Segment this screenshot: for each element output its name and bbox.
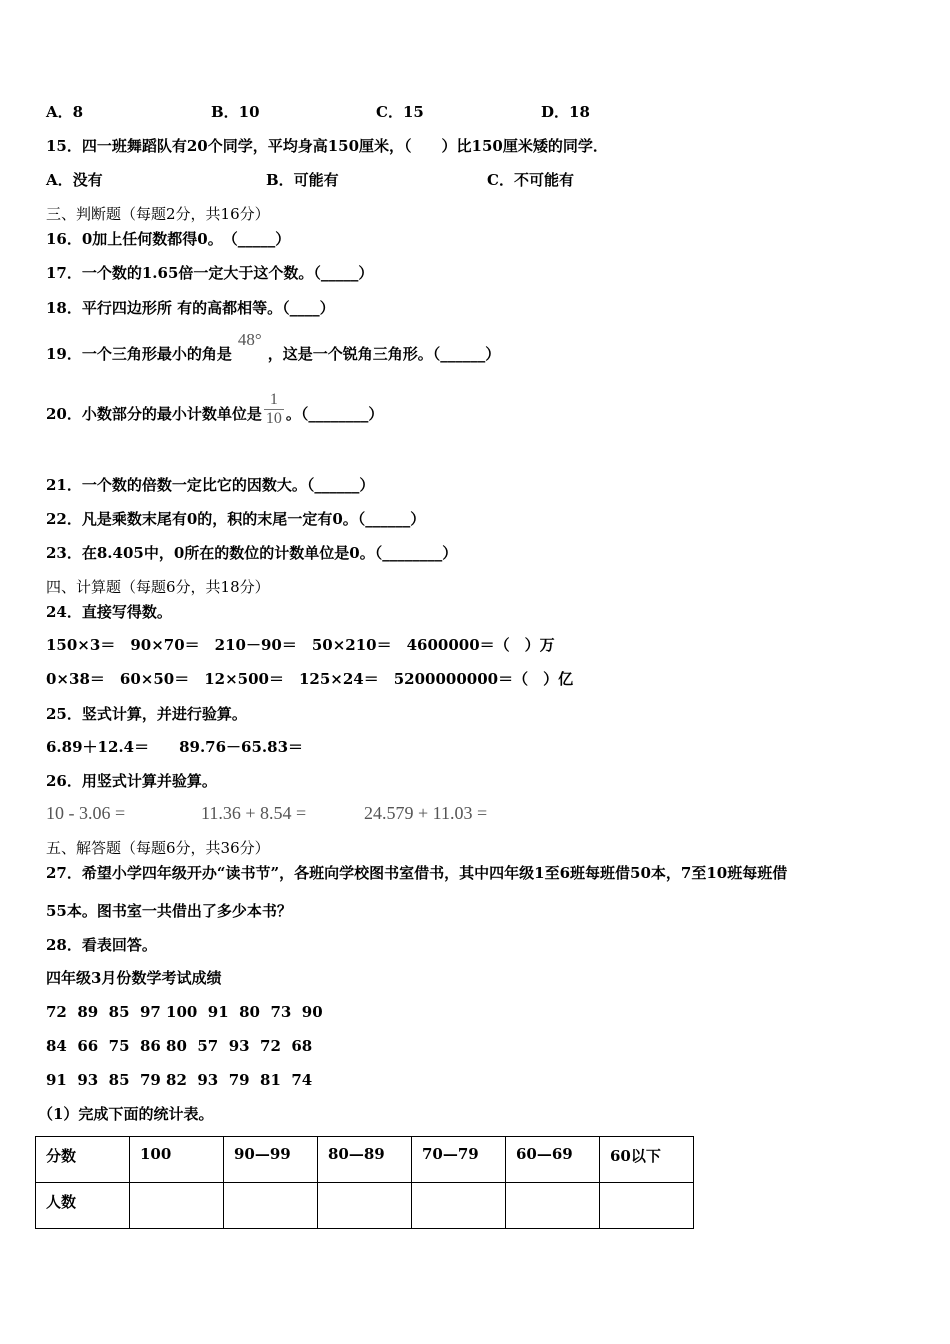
q15-option-c: C．不可能有: [487, 171, 574, 189]
q14-option-a: A．8: [46, 103, 84, 121]
q21: 21．一个数的倍数一定比它的因数大。（______）: [46, 476, 375, 494]
table-header-cell: 70—79: [412, 1137, 506, 1183]
q25-row: 6.89＋12.4＝ 89.76－65.83＝: [46, 738, 304, 756]
table-header-cell: 90—99: [224, 1137, 318, 1183]
section3-title: 三、判断题（每题2分，共16分）: [46, 205, 270, 223]
table-header-cell: 100: [130, 1137, 224, 1183]
q17: 17．一个数的1.65倍一定大于这个数。（_____）: [46, 264, 374, 282]
q14-option-c: C．15: [376, 103, 424, 121]
q28-data-row-2: 84 66 75 86 80 57 93 72 68: [46, 1037, 313, 1055]
table-header-cell: 分数: [36, 1137, 130, 1183]
q19-after: ，这是一个锐角三角形。（______）: [267, 345, 501, 363]
q16: 16．0加上任何数都得0。 （_____）: [46, 230, 291, 248]
q20: [46, 392, 383, 436]
q19-before: 19．一个三角形最小的角是: [46, 345, 232, 363]
table-blank-cell[interactable]: [600, 1183, 694, 1229]
q26-expr-1: 10 - 3.06 =: [46, 803, 126, 823]
table-blank-cell[interactable]: [506, 1183, 600, 1229]
q26-expr-2: 11.36 + 8.54 =: [201, 803, 307, 823]
table-blank-cell[interactable]: [412, 1183, 506, 1229]
table-blank-cell[interactable]: [130, 1183, 224, 1229]
q28-data-row-3: 91 93 85 79 82 93 79 81 74: [46, 1071, 313, 1089]
q20-before: 20．小数部分的最小计数单位是: [46, 405, 262, 423]
table-blank-cell[interactable]: [318, 1183, 412, 1229]
q28-sub1: （1）完成下面的统计表。: [38, 1105, 214, 1123]
q14-option-d: D．18: [541, 103, 590, 121]
q15-option-a: A．没有: [46, 171, 103, 189]
table-row-label: 人数: [36, 1183, 130, 1229]
q20-numerator: 1: [269, 390, 278, 408]
q15-option-b: B．可能有: [266, 171, 339, 189]
q15-text: 15．四一班舞蹈队有20个同学，平均身高150厘米，（ ）比150厘米矮的同学．: [46, 137, 608, 155]
q20-after: 。（________）: [285, 405, 384, 423]
q28: 28．看表回答。: [46, 936, 157, 954]
table-header-cell: 60—69: [506, 1137, 600, 1183]
q19-angle: 48°: [237, 330, 262, 349]
table-header-cell: 80—89: [318, 1137, 412, 1183]
q25: 25．竖式计算，并进行验算。: [46, 705, 247, 723]
section5-title: 五、解答题（每题6分，共36分）: [46, 839, 270, 857]
q20-fraction: [264, 391, 284, 428]
q27-line1: 27．希望小学四年级开办“读书节”，各班向学校图书室借书，其中四年级1至6班每班借50本，7至10班每班借: [46, 864, 788, 882]
table-blank-cell[interactable]: [224, 1183, 318, 1229]
q28-title: 四年级3月份数学考试成绩: [46, 969, 222, 987]
q24: 24．直接写得数。: [46, 603, 172, 621]
section4-title: 四、计算题（每题6分，共18分）: [46, 578, 270, 596]
q24-row1: 150×3＝ 90×70＝ 210－90＝ 50×210＝ 4600000＝（ ）万: [46, 636, 555, 654]
q28-data-row-1: 72 89 85 97 100 91 80 73 90: [46, 1003, 323, 1021]
q19: [46, 330, 501, 364]
q26: 26．用竖式计算并验算。: [46, 772, 217, 790]
q18: 18．平行四边形所 有的高都相等。（____）: [46, 299, 335, 317]
q20-denominator: 10: [265, 409, 282, 427]
statistics-table: [35, 1136, 694, 1229]
q23: 23．在8.405中，0所在的数位的计数单位是0。（________）: [46, 544, 458, 562]
q14-option-b: B．10: [211, 103, 260, 121]
table-header-row: [36, 1137, 694, 1183]
table-header-cell: 60以下: [600, 1137, 694, 1183]
table-count-row: [36, 1183, 694, 1229]
q24-row2: 0×38＝ 60×50＝ 12×500＝ 125×24＝ 5200000000＝（ ）亿: [46, 670, 574, 688]
q27-line2: 55本。图书室一共借出了多少本书？: [46, 902, 292, 920]
q26-expr-3: 24.579 + 11.03 =: [364, 803, 488, 823]
q22: 22．凡是乘数末尾有0的，积的末尾一定有0。（______）: [46, 510, 426, 528]
